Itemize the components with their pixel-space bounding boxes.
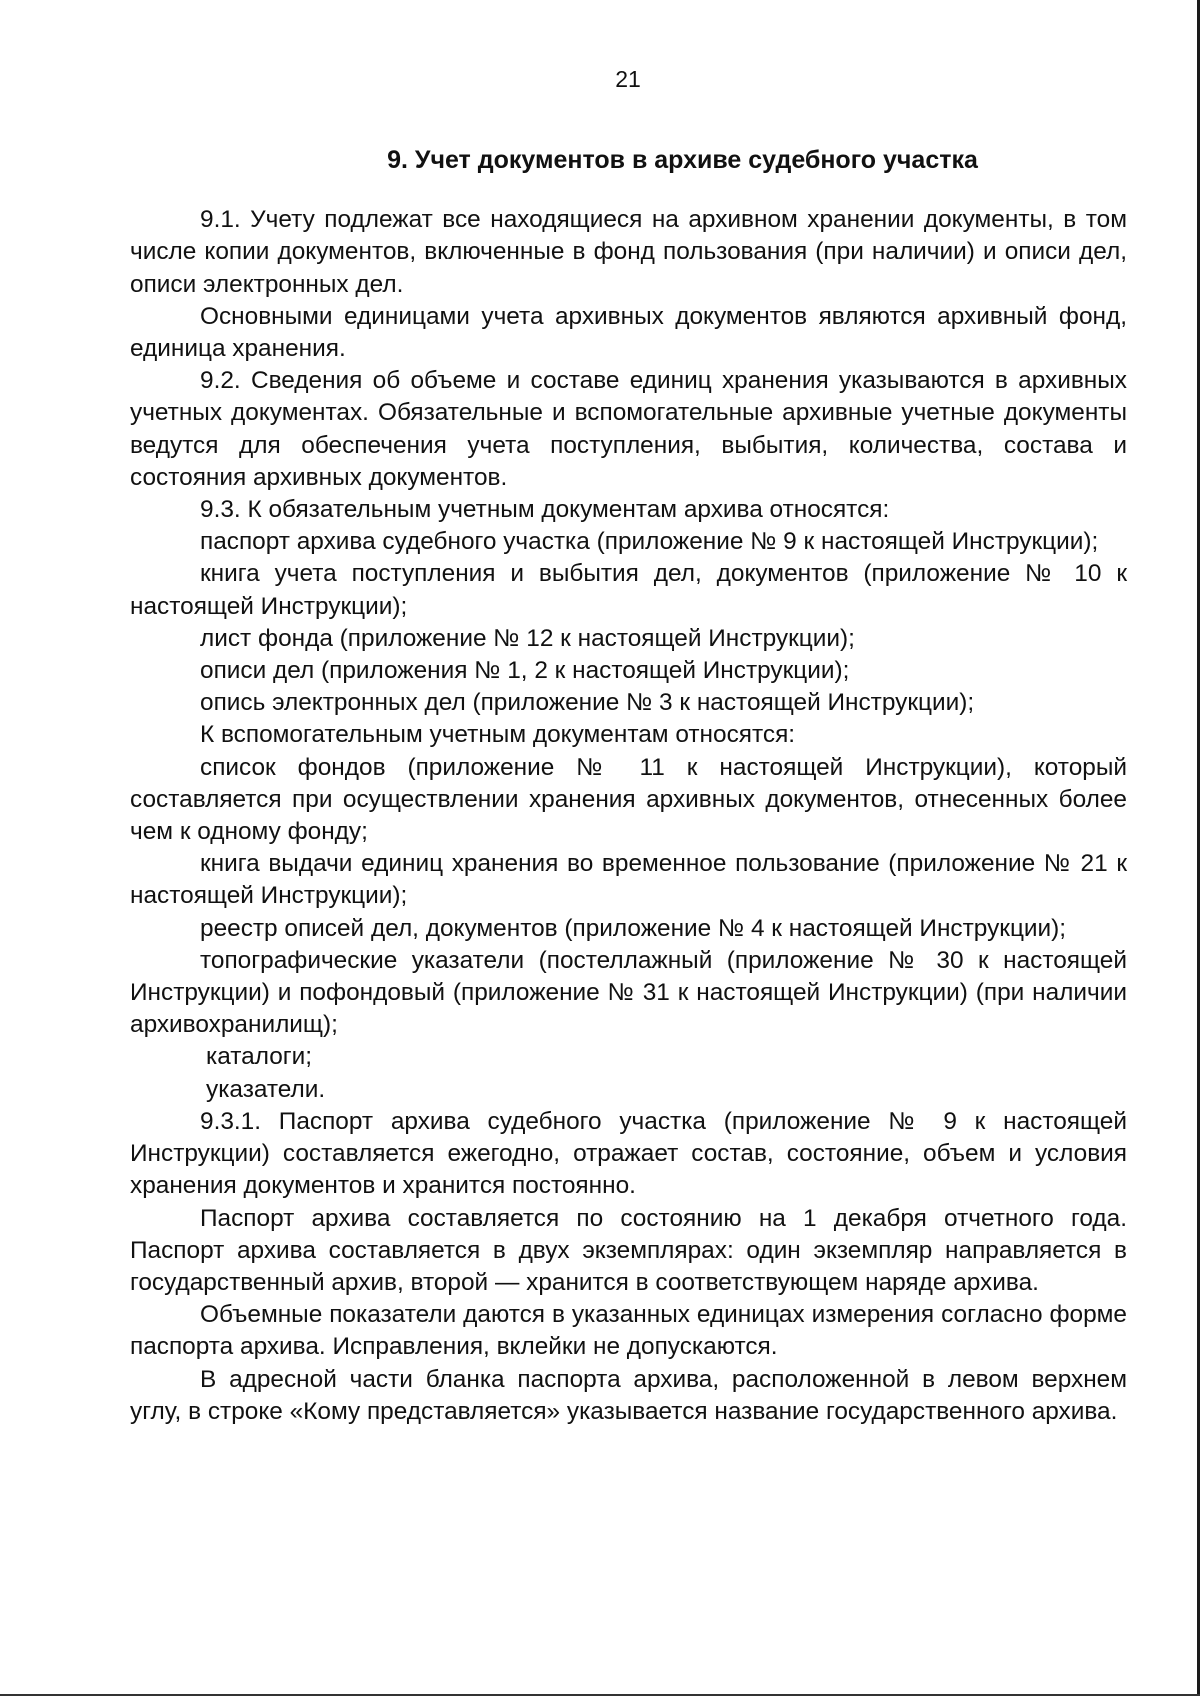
- list-item-fund-list: список фондов (приложение № 11 к настоящей Инструкции), который составляется при осуществлении хранения архивных документов, отнесенных более чем к одному фонду;: [130, 753, 1127, 846]
- paragraph-address: В адресной части бланка паспорта архива, расположенной в левом верхнем углу, в строке «Кому представляется» указывается название государственного архива.: [130, 1365, 1127, 1425]
- list-item-book: книга учета поступления и выбытия дел, документов (приложение № 10 к настоящей Инструкции);: [130, 560, 1127, 620]
- list-item-inventories: описи дел (приложения № 1, 2 к настоящей Инструкции);: [200, 657, 850, 685]
- list-item-issue-book: книга выдачи единиц хранения во временное пользование (приложение № 21 к настоящей Инструкции);: [130, 850, 1127, 910]
- document-body: [130, 144, 1127, 1428]
- paragraph-volume: Объемные показатели даются в указанных единицах измерения согласно форме паспорта архива. Исправления, вклейки не допускаются.: [130, 1301, 1127, 1361]
- paragraph-9-3: 9.3. К обязательным учетным документам архива относятся:: [200, 496, 890, 524]
- page-number: 21: [615, 66, 641, 92]
- list-item-indexes: указатели.: [206, 1075, 326, 1103]
- list-item-topographic: топографические указатели (постеллажный (приложение № 30 к настоящей Инструкции) и пофондовый (приложение № 31 к настоящей Инструкции) (при наличии архивохранилищ);: [130, 946, 1127, 1039]
- paragraph-9-3-1: 9.3.1. Паспорт архива судебного участка (приложение № 9 к настоящей Инструкции) составляется ежегодно, отражает состав, состояние, объем и условия хранения документов и хранится постоянно.: [130, 1107, 1127, 1200]
- section-heading: 9. Учет документов в архиве судебного участка: [387, 146, 978, 174]
- list-item-registry: реестр описей дел, документов (приложение № 4 к настоящей Инструкции);: [200, 914, 1067, 942]
- paragraph-passport-date: Паспорт архива составляется по состоянию на 1 декабря отчетного года. Паспорт архива составляется в двух экземплярах: один экземпляр направляется в государственный архив, второй — хранится в соответствующем наряде архива.: [130, 1204, 1127, 1296]
- list-item-catalogs: каталоги;: [206, 1043, 313, 1071]
- list-item-fund-sheet: лист фонда (приложение № 12 к настоящей Инструкции);: [200, 624, 855, 652]
- paragraph-9-2: 9.2. Сведения об объеме и составе единиц хранения указываются в архивных учетных документах. Обязательные и вспомогательные архивные учетные документы ведутся для обеспечения учета поступления, выбытия, количества, состава и состояния архивных документов.: [130, 367, 1127, 491]
- list-item-electronic-inventory: опись электронных дел (приложение № 3 к настоящей Инструкции);: [200, 689, 975, 717]
- list-item-passport: паспорт архива судебного участка (приложение № 9 к настоящей Инструкции);: [200, 528, 1099, 556]
- paragraph-units: Основными единицами учета архивных документов являются архивный фонд, единица хранения.: [130, 302, 1127, 363]
- paragraph-auxiliary: К вспомогательным учетным документам относятся:: [200, 721, 796, 749]
- paragraph-9-1: 9.1. Учету подлежат все находящиеся на архивном хранении документы, в том числе копии документов, включенные в фонд пользования (при наличии) и описи дел, описи электронных дел.: [130, 206, 1127, 298]
